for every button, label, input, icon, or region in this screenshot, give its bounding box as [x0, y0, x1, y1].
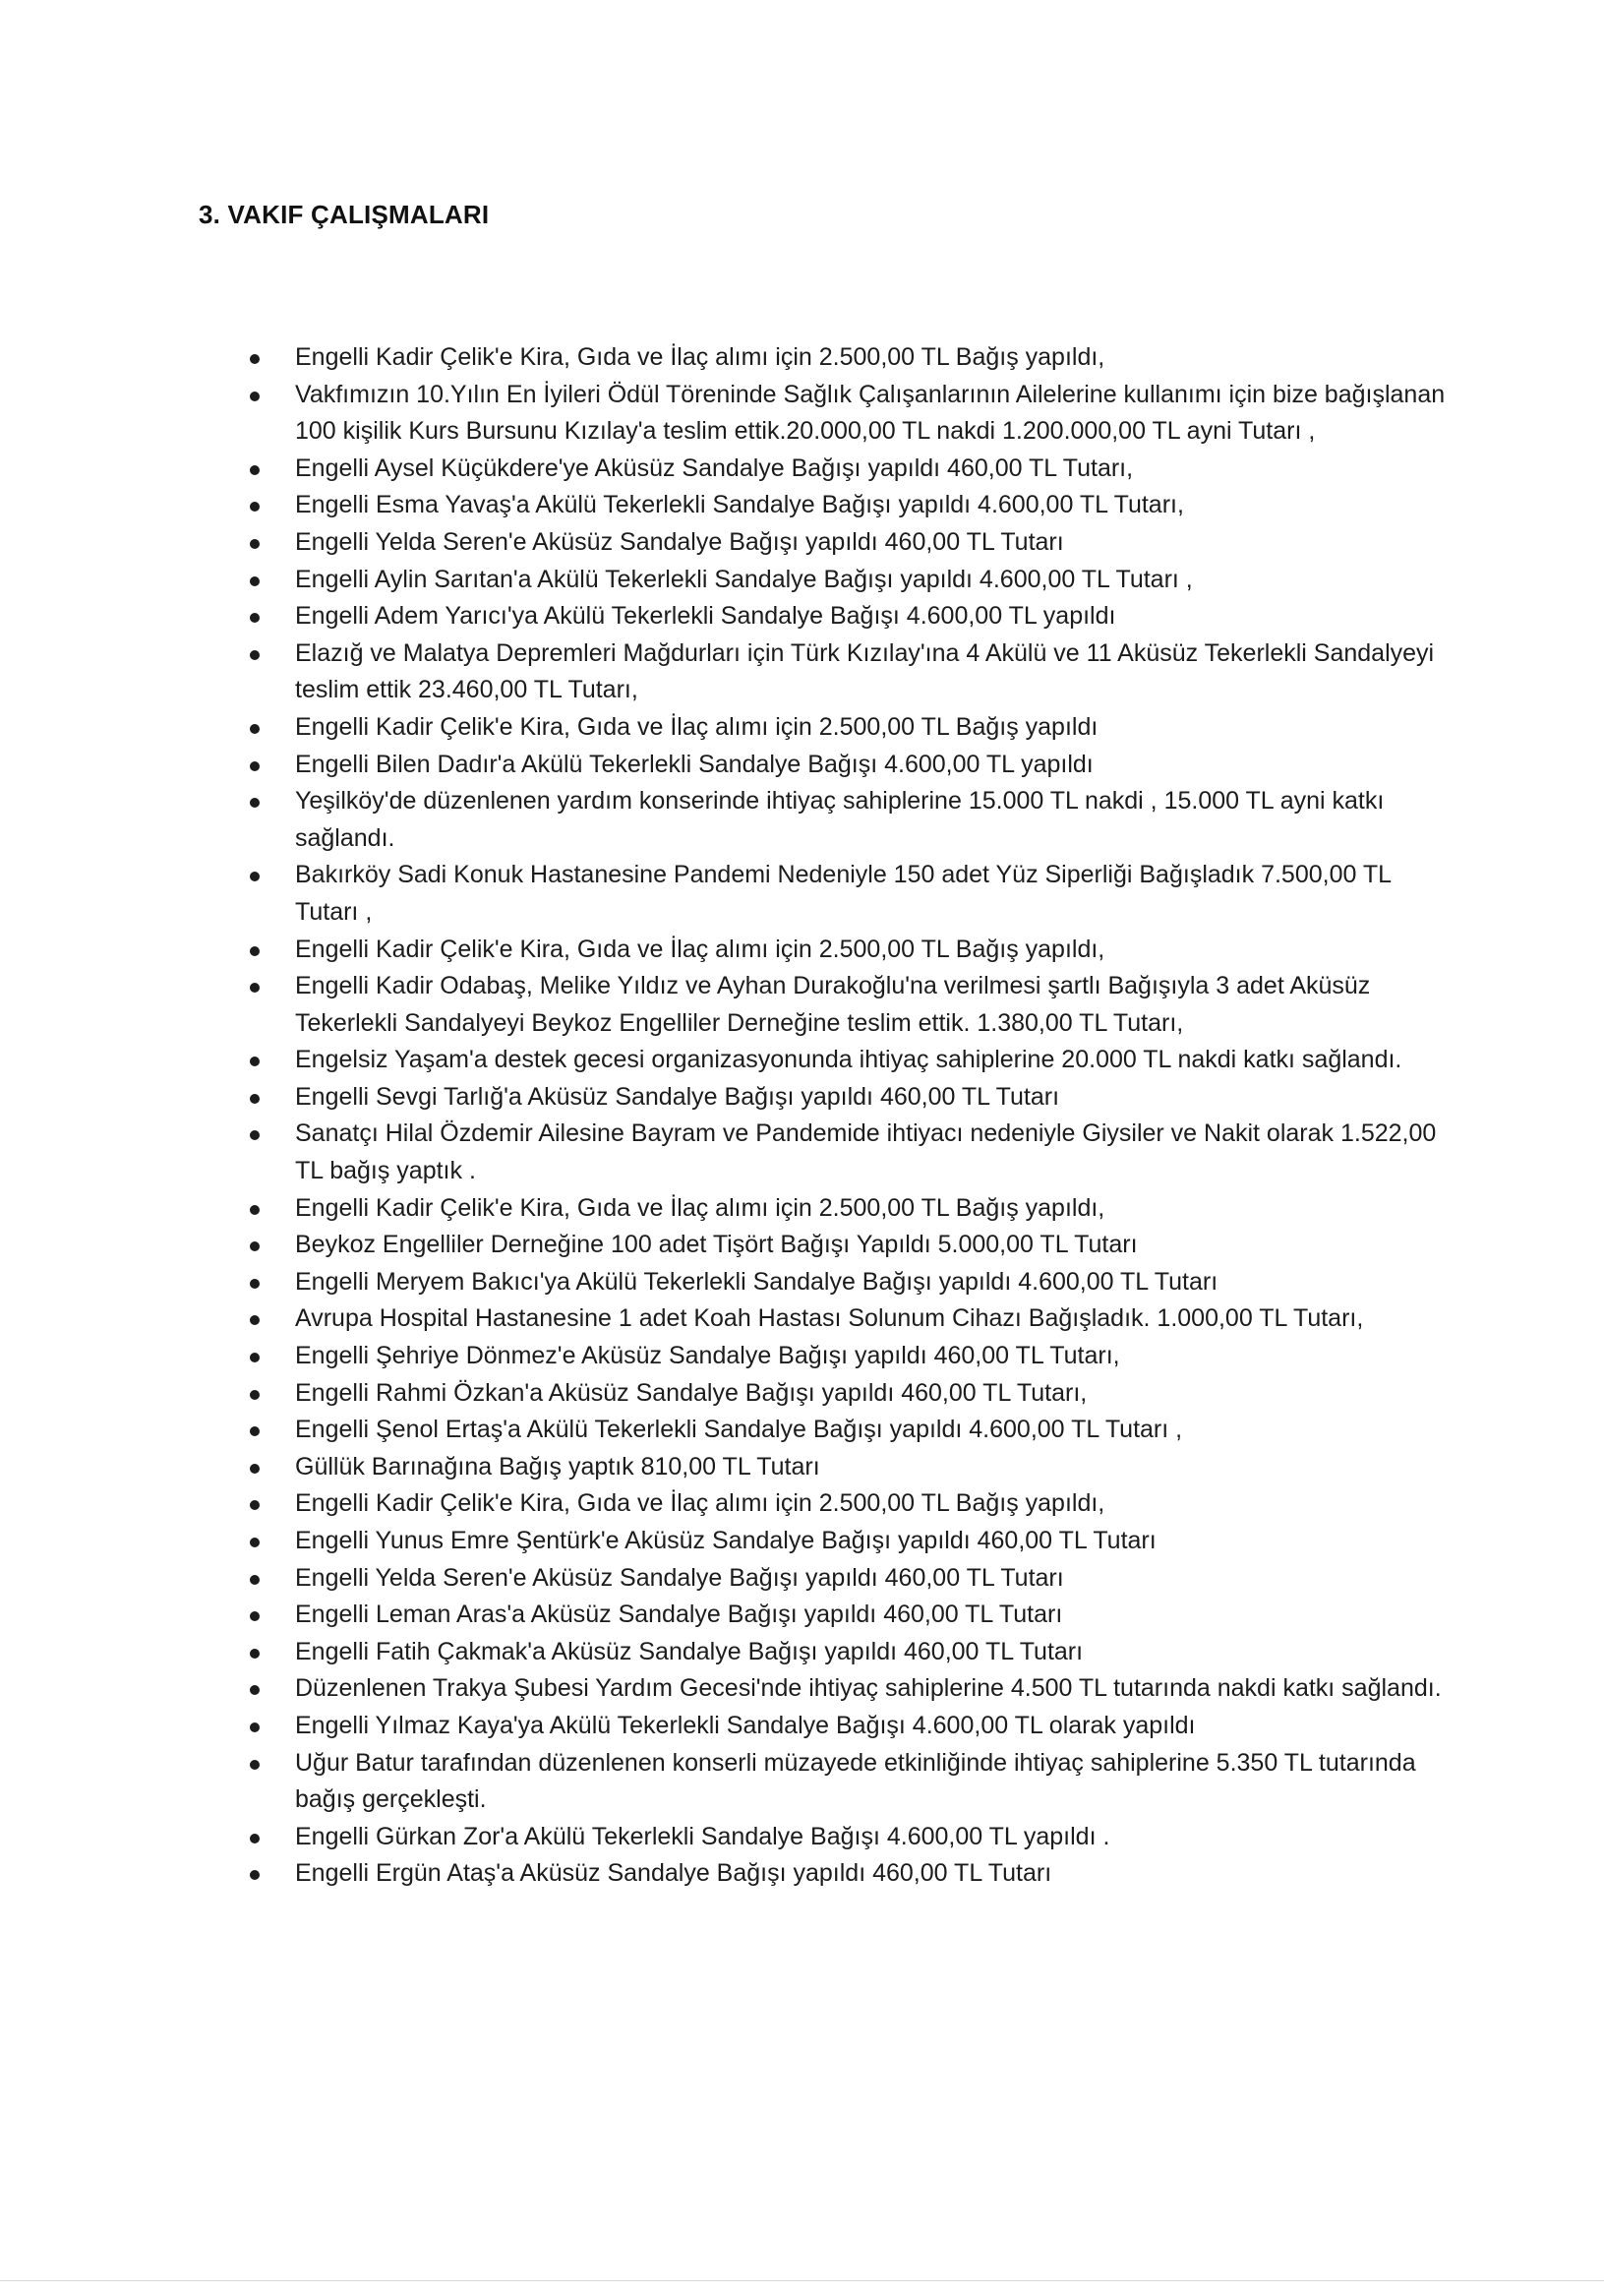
list-item-text: Sanatçı Hilal Özdemir Ailesine Bayram ve Pandemide ihtiyacı nedeniyle Giysiler ve Nakit olarak 1.522,00 TL bağış yaptık .: [295, 1119, 1437, 1185]
bullet-icon: [250, 1315, 260, 1325]
list-item: [246, 1264, 1455, 1301]
list-item: [246, 562, 1455, 599]
list-item: [246, 1116, 1455, 1189]
list-item-text: Engelli Yılmaz Kaya'ya Akülü Tekerlekli Sandalye Bağışı 4.600,00 TL olarak yapıldı: [295, 1711, 1196, 1739]
list-item-text: Engelli Gürkan Zor'a Akülü Tekerlekli Sandalye Bağışı 4.600,00 TL yapıldı .: [295, 1822, 1110, 1850]
list-item: [246, 1745, 1455, 1819]
bullet-icon: [250, 576, 260, 586]
list-item-text: Elazığ ve Malatya Depremleri Mağdurları için Türk Kızılay'ına 4 Akülü ve 11 Aküsüz Tekerlekli Sandalyeyi teslim ettik 23.460,00 TL Tutarı,: [295, 638, 1435, 704]
list-item-text: Engelsiz Yaşam'a destek gecesi organizasyonunda ihtiyaç sahiplerine 20.000 TL nakdi katkı sağlandı.: [295, 1046, 1402, 1074]
list-item-text: Yeşilköy'de düzenlenen yardım konserinde ihtiyaç sahiplerine 15.000 TL nakdi , 15.000 TL ayni katkı sağlandı.: [295, 787, 1385, 852]
bullet-icon: [250, 761, 260, 771]
bullet-icon: [250, 1390, 260, 1400]
bullet-icon: [250, 798, 260, 808]
list-item: [246, 451, 1455, 488]
list-item: [246, 598, 1455, 635]
list-item: [246, 1819, 1455, 1856]
list-item: [246, 1449, 1455, 1486]
list-item-text: Engelli Şenol Ertaş'a Akülü Tekerlekli Sandalye Bağışı yapıldı 4.600,00 TL Tutarı ,: [295, 1416, 1183, 1444]
list-item-text: Engelli Rahmi Özkan'a Aküsüz Sandalye Bağışı yapıldı 460,00 TL Tutarı,: [295, 1378, 1088, 1407]
list-item: [246, 1597, 1455, 1634]
list-item-text: Engelli Kadir Çelik'e Kira, Gıda ve İlaç alımı için 2.500,00 TL Bağış yapıldı,: [295, 1193, 1105, 1222]
list-item: [246, 1670, 1455, 1708]
list-item: [246, 1079, 1455, 1117]
list-item: [246, 1634, 1455, 1671]
list-item: [246, 1485, 1455, 1523]
bullet-icon: [250, 354, 260, 364]
bullet-icon: [250, 1575, 260, 1585]
list-item-text: Engelli Kadir Çelik'e Kira, Gıda ve İlaç alımı için 2.500,00 TL Bağış yapıldı,: [295, 1489, 1105, 1518]
list-item-text: Engelli Kadir Çelik'e Kira, Gıda ve İlaç alımı için 2.500,00 TL Bağış yapıldı,: [295, 935, 1105, 963]
list-item-text: Engelli Kadir Odabaş, Melike Yıldız ve Ayhan Durakoğlu'na verilmesi şartlı Bağışıyla 3 adet Aküsüz Tekerlekli Sandalyeyi Beykoz Engelliler Derneğine teslim ettik. 1.380,00 TL Tutarı,: [295, 972, 1371, 1037]
list-item: [246, 1338, 1455, 1375]
list-item-text: Engelli Meryem Bakıcı'ya Akülü Tekerlekli Sandalye Bağışı yapıldı 4.600,00 TL Tutarı: [295, 1267, 1218, 1296]
list-item: [246, 709, 1455, 747]
list-item-text: Engelli Fatih Çakmak'a Aküsüz Sandalye Bağışı yapıldı 460,00 TL Tutarı: [295, 1637, 1084, 1665]
list-item: [246, 1855, 1455, 1893]
bullet-icon: [250, 1760, 260, 1770]
list-item-text: Engelli Aylin Sarıtan'a Akülü Tekerlekli Sandalye Bağışı yapıldı 4.600,00 TL Tutarı ,: [295, 565, 1193, 593]
list-item: [246, 968, 1455, 1042]
list-item-text: Engelli Kadir Çelik'e Kira, Gıda ve İlaç alımı için 2.500,00 TL Bağış yapıldı,: [295, 343, 1105, 371]
list-item-text: Beykoz Engelliler Derneğine 100 adet Tişört Bağışı Yapıldı 5.000,00 TL Tutarı: [295, 1231, 1138, 1259]
bullet-icon: [250, 1353, 260, 1362]
section-heading: 3. VAKIF ÇALIŞMALARI: [199, 200, 490, 229]
list-item-text: Engelli Yunus Emre Şentürk'e Aküsüz Sandalye Bağışı yapıldı 460,00 TL Tutarı: [295, 1527, 1157, 1554]
list-item: [246, 1375, 1455, 1413]
list-item-text: Engelli Sevgi Tarlığ'a Aküsüz Sandalye Bağışı yapıldı 460,00 TL Tutarı: [295, 1082, 1060, 1111]
bullet-icon: [250, 1205, 260, 1215]
page-bottom-rule: [0, 2280, 1604, 2281]
list-item: [246, 932, 1455, 969]
bullet-icon: [250, 613, 260, 623]
list-item-text: Bakırköy Sadi Konuk Hastanesine Pandemi Nedeniyle 150 adet Yüz Siperliği Bağışladık 7.500,00 TL Tutarı ,: [295, 861, 1392, 926]
bullet-icon: [250, 392, 260, 401]
bullet-icon: [250, 1538, 260, 1547]
list-item: [246, 1042, 1455, 1079]
list-item-text: Engelli Adem Yarıcı'ya Akülü Tekerlekli Sandalye Bağışı 4.600,00 TL yapıldı: [295, 602, 1116, 631]
list-item-text: Güllük Barınağına Bağış yaptık 810,00 TL Tutarı: [295, 1452, 820, 1480]
list-item-text: Engelli Aysel Küçükdere'ye Aküsüz Sandalye Bağışı yapıldı 460,00 TL Tutarı,: [295, 453, 1134, 482]
bullet-icon: [250, 465, 260, 475]
list-item: [246, 1523, 1455, 1560]
bullet-icon: [250, 1500, 260, 1510]
bullet-icon: [250, 502, 260, 512]
list-item: [246, 1708, 1455, 1745]
list-item-text: Engelli Yelda Seren'e Aküsüz Sandalye Bağışı yapıldı 460,00 TL Tutarı: [295, 1563, 1064, 1592]
list-item-text: Engelli Şehriye Dönmez'e Aküsüz Sandalye Bağışı yapıldı 460,00 TL Tutarı,: [295, 1342, 1120, 1370]
list-item-text: Engelli Kadir Çelik'e Kira, Gıda ve İlaç alımı için 2.500,00 TL Bağış yapıldı: [295, 712, 1099, 741]
list-item-text: Vakfımızın 10.Yılın En İyileri Ödül Töreninde Sağlık Çalışanlarının Ailelerine kullanımı için bize bağışlanan 100 kişilik Kurs Bursunu Kızılay'a teslim ettik.20.000,00 TL nakdi 1.200.000,00 TL ayni Tutarı ,: [295, 380, 1446, 446]
bullet-icon: [250, 1426, 260, 1436]
bullet-icon: [250, 1130, 260, 1140]
list-item-text: Düzenlenen Trakya Şubesi Yardım Gecesi'nde ihtiyaç sahiplerine 4.500 TL tutarında nakdi katkı sağlandı.: [295, 1674, 1442, 1703]
list-item: [246, 1190, 1455, 1228]
list-item-text: Engelli Esma Yavaş'a Akülü Tekerlekli Sandalye Bağışı yapıldı 4.600,00 TL Tutarı,: [295, 491, 1184, 519]
bullet-icon: [250, 1057, 260, 1066]
bullet-icon: [250, 1464, 260, 1474]
list-item-text: Engelli Leman Aras'a Aküsüz Sandalye Bağışı yapıldı 460,00 TL Tutarı: [295, 1601, 1063, 1629]
list-item: [246, 1227, 1455, 1264]
bullet-icon: [250, 946, 260, 956]
list-item: [246, 1560, 1455, 1598]
bullet-icon: [250, 1241, 260, 1251]
list-item: [246, 783, 1455, 857]
bullet-icon: [250, 983, 260, 993]
list-item-text: Engelli Yelda Seren'e Aküsüz Sandalye Bağışı yapıldı 460,00 TL Tutarı: [295, 527, 1064, 556]
list-item: [246, 1300, 1455, 1338]
list-item: [246, 1412, 1455, 1449]
bullet-icon: [250, 872, 260, 881]
list-item-text: Uğur Batur tarafından düzenlenen konserli müzayede etkinliğinde ihtiyaç sahiplerine 5.350 TL tutarında bağış gerçekleşti.: [295, 1748, 1416, 1814]
bullet-icon: [250, 1834, 260, 1843]
list-item: [246, 377, 1455, 451]
list-item: [246, 857, 1455, 931]
bullet-icon: [250, 1685, 260, 1695]
bullet-icon: [250, 1870, 260, 1880]
list-item-text: Engelli Bilen Dadır'a Akülü Tekerlekli Sandalye Bağışı 4.600,00 TL yapıldı: [295, 750, 1094, 778]
list-item-text: Avrupa Hospital Hastanesine 1 adet Koah Hastası Solunum Cihazı Bağışladık. 1.000,00 TL Tutarı,: [295, 1304, 1364, 1333]
bullet-icon: [250, 724, 260, 734]
bullet-icon: [250, 1094, 260, 1104]
bullet-icon: [250, 1611, 260, 1621]
bullet-icon: [250, 1649, 260, 1659]
list-item-text: Engelli Ergün Ataş'a Aküsüz Sandalye Bağışı yapıldı 460,00 TL Tutarı: [295, 1859, 1052, 1888]
bullet-icon: [250, 539, 260, 549]
bullet-icon: [250, 1279, 260, 1289]
bullet-icon: [250, 1722, 260, 1732]
bullet-icon: [250, 650, 260, 660]
list-item: [246, 635, 1455, 709]
list-item: [246, 524, 1455, 562]
list-item: [246, 487, 1455, 524]
list-item: [246, 339, 1455, 377]
donation-list: [246, 339, 1455, 1893]
list-item: [246, 747, 1455, 784]
